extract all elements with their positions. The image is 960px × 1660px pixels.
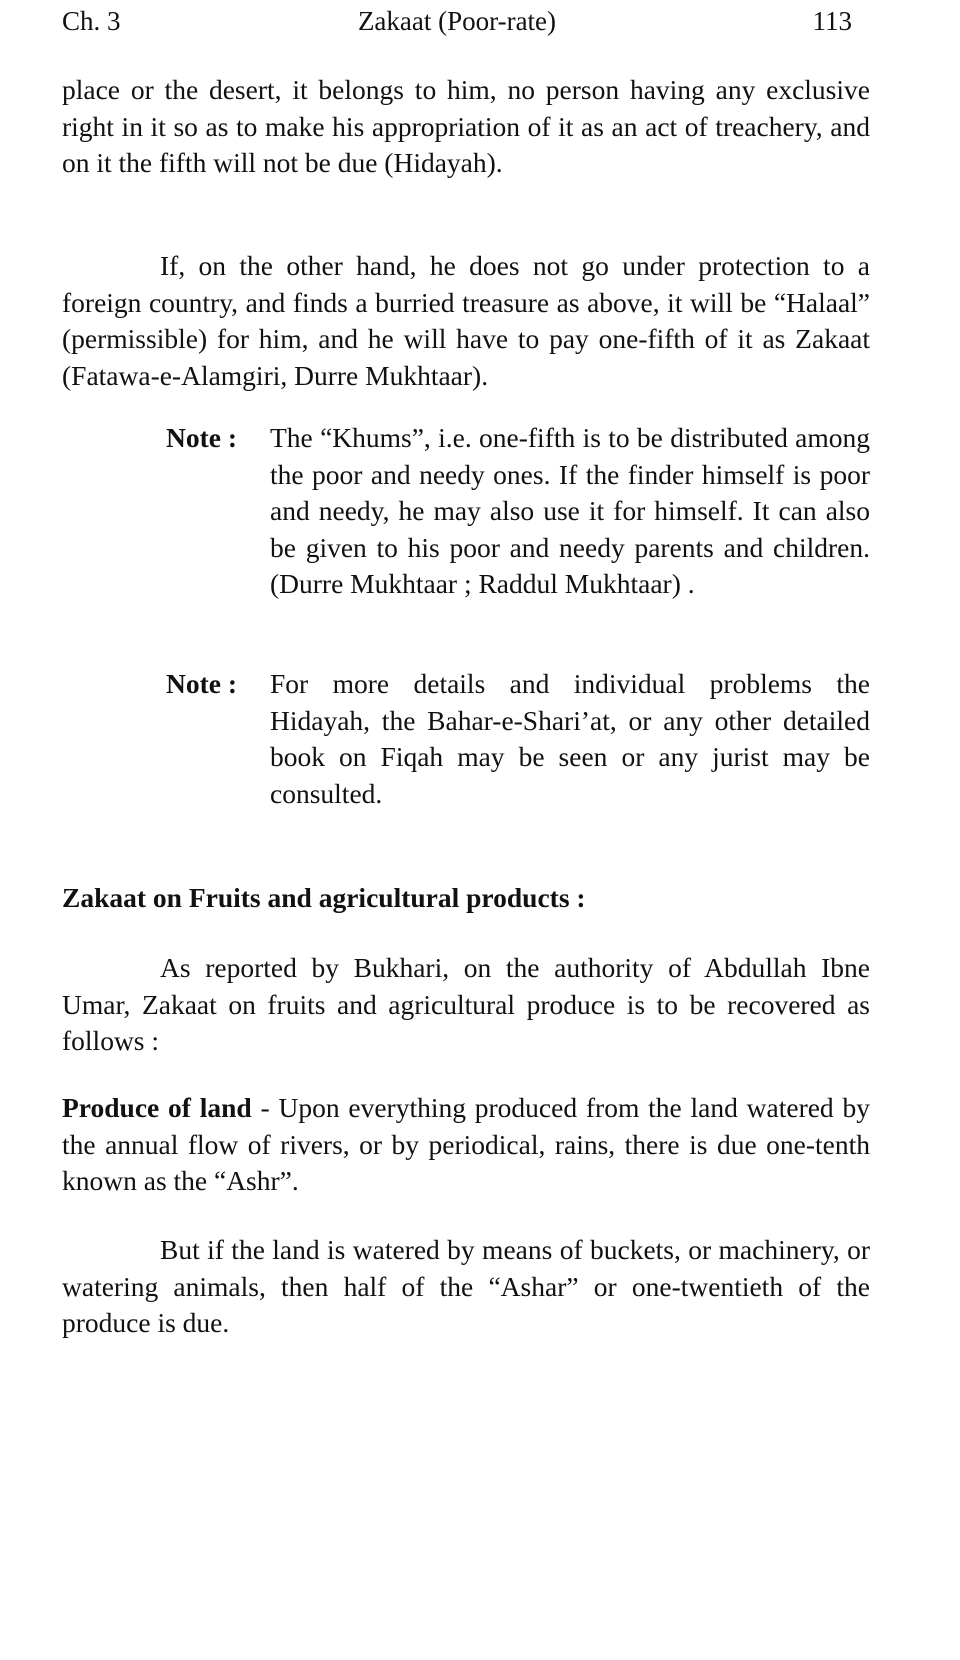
- chapter-title: Zakaat (Poor-rate): [357, 6, 557, 36]
- page-number: 113: [812, 6, 852, 36]
- note-text: The “Khums”, i.e. one-fifth is to be distributed among the poor and needy ones. If the finder himself is poor and needy, he may also use it for himself. It can also be given to his poor and needy parents and children. (Durre Mukhtaar ; Raddul Mukhtaar) .: [270, 422, 870, 599]
- paragraph-halaal: If, on the other hand, he does not go under protection to a foreign country, and finds a burried treasure as above, it will be “Halaal” (permissible) for him, and he will have to pay one-fifth of it as Zakaat (Fatawa-e-Alamgiri, Durre Mukhtaar).: [62, 250, 870, 391]
- note-label: Note :: [166, 668, 238, 699]
- section-heading: Zakaat on Fruits and agricultural products :: [62, 882, 586, 913]
- paragraph-bukhari: As reported by Bukhari, on the authority of Abdullah Ibne Umar, Zakaat on fruits and agricultural produce is to be recovered as follows :: [62, 952, 870, 1056]
- produce-of-land-label: Produce of land: [62, 1092, 252, 1123]
- note-text: For more details and individual problems the Hidayah, the Bahar-e-Shari’at, or any other detailed book on Fiqah may be seen or any jurist may be consulted.: [270, 668, 870, 809]
- paragraph-buckets: But if the land is watered by means of buckets, or machinery, or watering animals, then half of the “Ashar” or one-twentieth of the produce is due.: [62, 1234, 870, 1338]
- paragraph-continued: place or the desert, it belongs to him, no person having any exclusive right in it so as to make his appropriation of it as an act of treachery, and on it the fifth will not be due (Hidayah).: [62, 74, 870, 178]
- chapter-label: Ch. 3: [62, 6, 121, 36]
- note-label: Note :: [166, 422, 238, 453]
- paragraph-produce-of-land: [62, 1090, 870, 1200]
- running-header: [62, 4, 852, 38]
- produce-of-land-text: - Upon everything produced from the land watered by the annual flow of rivers, or by periodical, rains, there is due one-tenth known as the “Ashr”.: [62, 1092, 870, 1196]
